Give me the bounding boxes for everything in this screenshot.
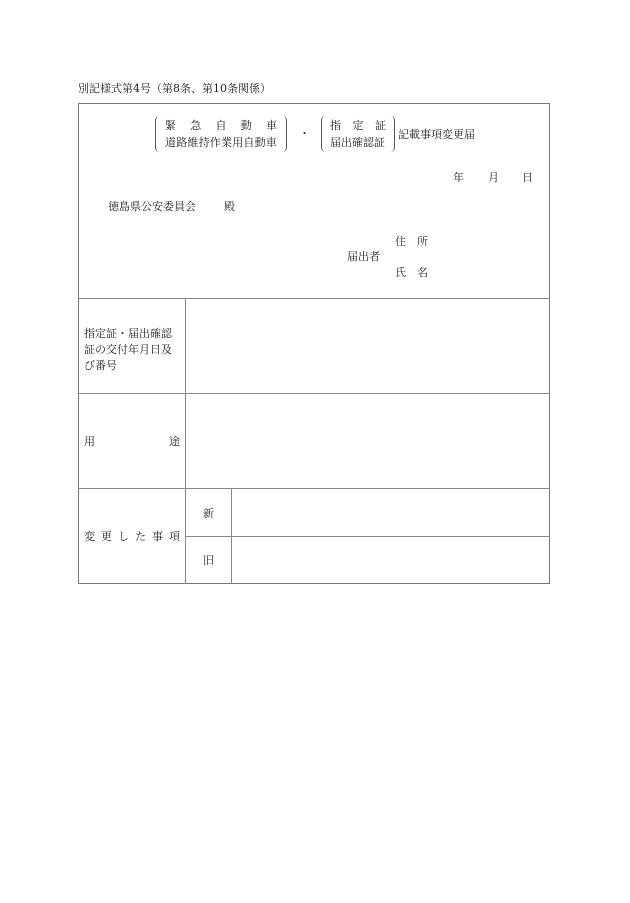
bracket-open-left xyxy=(155,116,164,152)
label-char: 住 xyxy=(395,235,406,248)
title-char: 証 xyxy=(375,119,386,132)
usage-row-label xyxy=(84,436,180,447)
label-line: 指定証・届出確認 xyxy=(84,327,172,340)
label-char: 更 xyxy=(101,530,112,543)
title-char: 急 xyxy=(190,119,202,132)
divider-newold-column xyxy=(231,488,232,584)
applicant-address-label xyxy=(395,236,428,247)
label-char: た xyxy=(135,530,146,543)
title-separator: ・ xyxy=(299,127,310,140)
title-char: 自 xyxy=(215,119,227,132)
changes-row-label xyxy=(84,531,180,542)
title-road-maintenance-vehicle: 道路維持作業用自動車 xyxy=(165,136,277,149)
label-char: し xyxy=(118,530,129,543)
date-day-label: 日 xyxy=(522,171,533,184)
addressee-honorific: 殿 xyxy=(224,200,235,213)
title-emergency-vehicle xyxy=(165,120,277,131)
certificate-row-label xyxy=(84,326,182,374)
label-char: 項 xyxy=(169,530,180,543)
bracket-open-right xyxy=(321,116,330,152)
applicant-label: 届出者 xyxy=(347,250,380,263)
label-char: 途 xyxy=(169,435,180,448)
divider-label-column xyxy=(185,298,186,584)
title-notification-cert: 届出確認証 xyxy=(330,136,385,149)
title-char: 定 xyxy=(352,119,364,132)
label-line: び番号 xyxy=(84,359,117,372)
old-label: 旧 xyxy=(203,554,214,567)
title-char: 緊 xyxy=(165,119,176,132)
title-char: 車 xyxy=(266,119,277,132)
label-char: 所 xyxy=(417,235,428,248)
divider-usage xyxy=(78,488,550,489)
form-number-label: 別記様式第4号（第8条、第10条関係） xyxy=(78,82,271,95)
bracket-close-left xyxy=(278,116,287,152)
divider-certificate xyxy=(78,393,550,394)
applicant-name-label xyxy=(395,267,428,278)
label-line: 証の交付年月日及 xyxy=(84,343,172,356)
label-char: 名 xyxy=(417,266,428,279)
label-char: 用 xyxy=(84,435,95,448)
label-char: 変 xyxy=(84,530,95,543)
date-year-label: 年 xyxy=(453,171,464,184)
title-char: 指 xyxy=(330,119,341,132)
divider-header xyxy=(78,298,550,299)
title-suffix: 記載事項変更届 xyxy=(398,128,475,141)
divider-new-old xyxy=(185,536,550,537)
addressee-name: 徳島県公安委員会 xyxy=(108,200,196,213)
label-char: 氏 xyxy=(395,266,406,279)
date-month-label: 月 xyxy=(488,171,499,184)
title-designation-cert xyxy=(330,120,386,131)
old-value-field[interactable] xyxy=(233,538,549,583)
new-value-field[interactable] xyxy=(233,490,549,535)
usage-value-field[interactable] xyxy=(187,395,549,487)
new-label: 新 xyxy=(203,507,214,520)
bracket-close-right xyxy=(386,116,395,152)
title-char: 動 xyxy=(240,119,252,132)
label-char: 事 xyxy=(152,530,163,543)
certificate-value-field[interactable] xyxy=(187,300,549,392)
